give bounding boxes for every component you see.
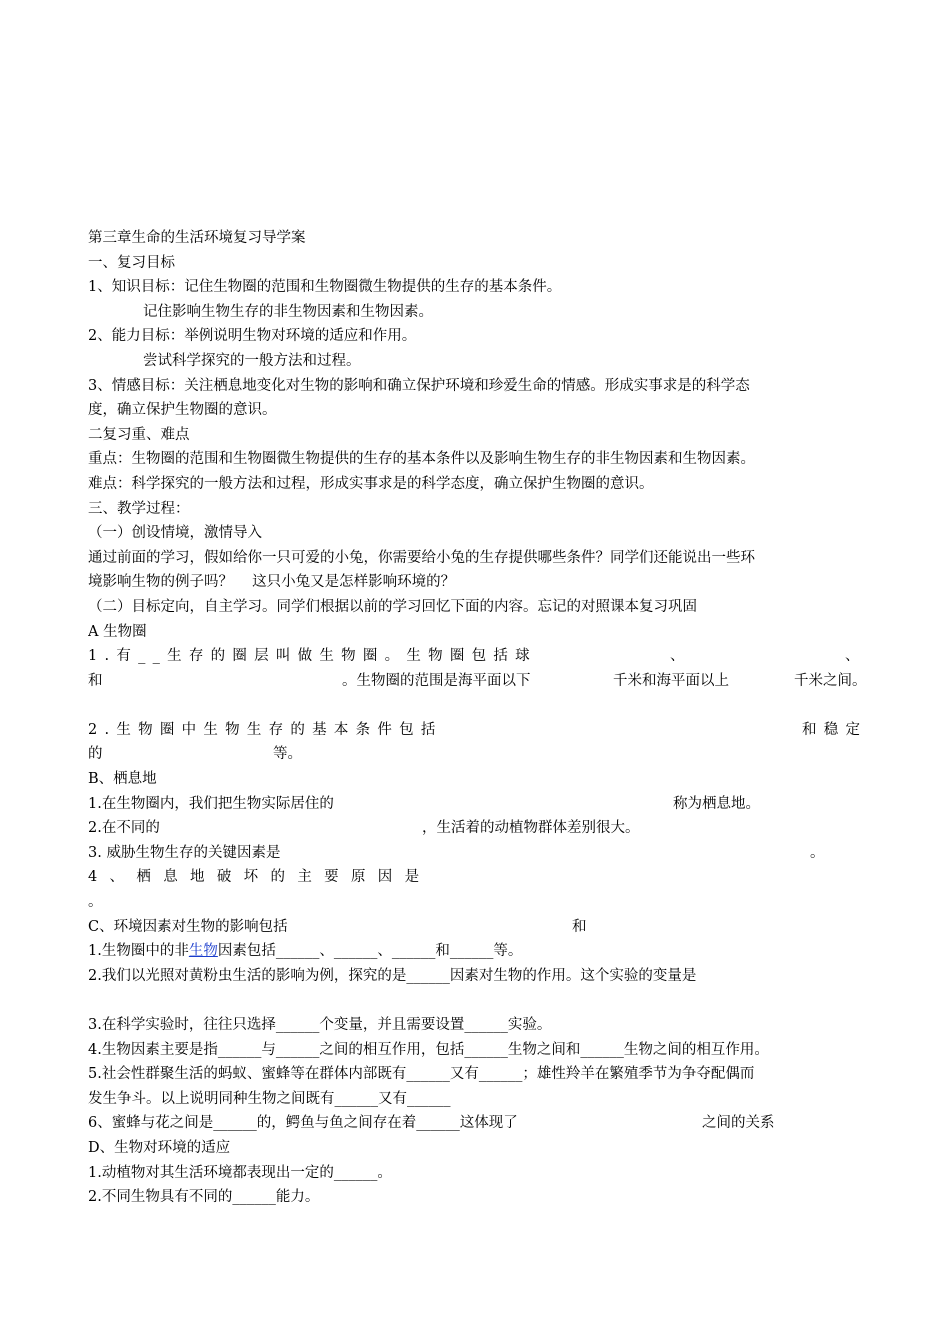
biology-link[interactable]: 生物	[188, 943, 218, 960]
key-point: 重点：生物圈的范围和生物圈微生物提供的生存的基本条件以及影响生物生存的非生物因素和生物因素。	[88, 451, 755, 468]
question-d1: 1.动植物对其生活环境都表现出一定的______。	[88, 1164, 392, 1181]
question-c1-post: 因素包括______、______、______和______等。	[217, 943, 523, 960]
question-a1-text: 1.有__生存的圈层叫做生物圈。生物圈包括球	[88, 648, 537, 665]
question-b2	[88, 816, 880, 841]
spacer	[88, 988, 880, 1013]
question-b1-text: 1.在生物圈内，我们把生物实际居住的	[88, 795, 334, 812]
doc-title: 第三章生命的生活环境复习导学案	[88, 230, 306, 246]
subsection-b: B、栖息地	[88, 771, 157, 788]
goal-ability-2: 尝试科学探究的一般方法和过程。	[143, 352, 361, 369]
question-b4-line-2: 。	[88, 894, 103, 911]
question-a1-comma-2: 、	[845, 648, 860, 665]
question-a1-and: 和	[88, 672, 103, 689]
question-c1	[88, 939, 880, 964]
goal-ability: 2、能力目标：举例说明生物对环境的适应和作用。	[88, 328, 417, 345]
question-b2-end: ，生活着的动植物群体差别很大。	[422, 820, 640, 837]
section-heading-process: 三、教学过程：	[88, 500, 190, 517]
subsection-d: D、生物对环境的适应	[88, 1139, 231, 1156]
question-a1-comma-1: 、	[670, 648, 685, 665]
subsection-a: A 生物圈	[88, 623, 147, 640]
document-page	[88, 226, 880, 1210]
question-a2-line-2	[88, 742, 880, 767]
question-b3-end: 。	[810, 844, 825, 861]
question-b2-text: 2.在不同的	[88, 820, 160, 837]
question-c6	[88, 1111, 880, 1136]
question-a2	[88, 718, 880, 743]
question-a1-km-above: 千米之间。	[794, 672, 867, 689]
difficult-point: 难点：科学探究的一般方法和过程，形成实事求是的科学态度，确立保护生物圈的意识。	[88, 475, 654, 492]
process-step-2: （二）目标定向，自主学习。同学们根据以前的学习回忆下面的内容。忘记的对照课本复习巩固	[88, 598, 697, 615]
question-d2: 2.不同生物具有不同的______能力。	[88, 1189, 320, 1206]
question-b3	[88, 841, 880, 866]
intro-paragraph-2: 境影响生物的例子吗？ 这只小兔又是怎样影响环境的？	[88, 574, 456, 591]
question-a1-range: 。生物圈的范围是海平面以下	[342, 672, 531, 689]
question-b3-text: 3. 威胁生物生存的关键因素是	[88, 844, 281, 861]
question-c6-text: 6、蜜蜂与花之间是______的，鳄鱼与鱼之间存在着______这体现了	[88, 1115, 518, 1132]
question-a2-text: 2.生物圈中生物生存的基本条件包括	[88, 721, 443, 738]
question-c1-pre: 1.生物圈中的非	[88, 943, 189, 960]
section-heading-keypoints: 二复习重、难点	[88, 426, 190, 443]
question-c3: 3.在科学实验时，往往只选择______个变量，并且需要设置______实验。	[88, 1017, 552, 1033]
question-b4	[88, 865, 880, 890]
question-a1	[88, 644, 880, 669]
question-c5-line-2: 发生争斗。以上说明同种生物之间既有______又有______	[88, 1090, 451, 1107]
question-b4-text: 4、栖息地破坏的主要原因是	[88, 869, 432, 886]
question-a2-end: 和稳定	[802, 721, 868, 738]
question-c6-end: 之间的关系	[702, 1115, 775, 1132]
question-a2-etc: 等。	[273, 746, 302, 763]
goal-emotion: 3、情感目标：关注栖息地变化对生物的影响和确立保护环境和珍爱生命的情感。形成实事求是的科学态	[88, 377, 750, 394]
subsection-c	[88, 915, 880, 940]
question-a1-line-2	[88, 669, 880, 694]
process-step-1: （一）创设情境，激情导入	[88, 525, 262, 542]
question-a2-de: 的	[88, 746, 103, 763]
subsection-c-text: C、环境因素对生物的影响包括	[88, 918, 288, 935]
spacer	[88, 693, 880, 718]
question-c5: 5.社会性群聚生活的蚂蚁、蜜蜂等在群体内部既有______又有______；雄性羚羊在繁殖季节为争夺配偶而	[88, 1066, 755, 1083]
section-heading-goals: 一、复习目标	[88, 254, 175, 271]
question-b1-end: 称为栖息地。	[673, 795, 760, 812]
goal-knowledge-2: 记住影响生物生存的非生物因素和生物因素。	[143, 303, 433, 320]
question-a1-km-below: 千米和海平面以上	[613, 672, 729, 689]
question-b1	[88, 792, 880, 817]
goal-knowledge: 1、知识目标：记住生物圈的范围和生物圈微生物提供的生存的基本条件。	[88, 279, 562, 296]
question-c4: 4.生物因素主要是指______与______之间的相互作用，包括______生物之间和______生物之间的相互作用。	[88, 1041, 769, 1058]
intro-paragraph: 通过前面的学习，假如给你一只可爱的小兔，你需要给小兔的生存提供哪些条件？同学们还能说出一些环	[88, 549, 755, 566]
question-c2: 2.我们以光照对黄粉虫生活的影响为例，探究的是______因素对生物的作用。这个实验的变量是	[88, 967, 697, 984]
subsection-c-and: 和	[572, 918, 587, 935]
goal-emotion-2: 度，确立保护生物圈的意识。	[88, 402, 277, 419]
